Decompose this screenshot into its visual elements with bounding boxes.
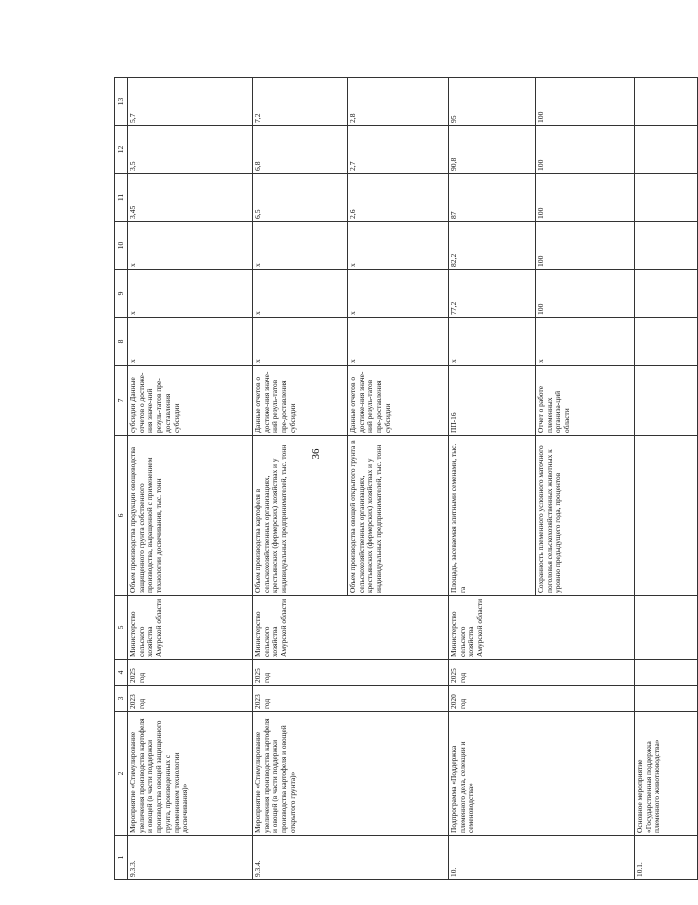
row-executor: Министерство сельского хозяйства Амурской области [128, 596, 253, 660]
row-start-year [635, 686, 698, 712]
row-value: 7,2 [253, 78, 348, 126]
header-cell: 4 [115, 660, 128, 686]
row-value: 2,8 [348, 78, 449, 126]
row-code: 9.3.4. [253, 836, 449, 880]
row-executor [635, 596, 698, 660]
row-indicator: Объем производства овощей открытого грунта в сельскохозяйственных организациях, крестьянских (фермерских) хозяйствах и у индивидуальных предпринимателей, тыс. тонн [348, 436, 449, 596]
row-source: ПП-16 [449, 366, 536, 436]
row-end-year [635, 660, 698, 686]
row-value: 77,2 [449, 270, 536, 318]
row-start-year: 2020 год [449, 686, 635, 712]
row-value: 5,7 [128, 78, 253, 126]
rotated-table-container [114, 78, 662, 880]
row-code: 10. [449, 836, 635, 880]
row-value: x [536, 318, 635, 366]
row-start-year: 2023 год [253, 686, 449, 712]
row-value: 100 [536, 222, 635, 270]
header-cell: 6 [115, 436, 128, 596]
row-value: x [253, 222, 348, 270]
row-source: Данные отчетов о достиже-ния значе-ний резуль-татов пре-доставления субсидии [253, 366, 348, 436]
row-source: Данные отчетов о достиже-ния значе-ний резуль-татов пре-доставления субсидии [348, 366, 449, 436]
row-value: 87 [449, 174, 536, 222]
row-value: 2,7 [348, 126, 449, 174]
row-value [635, 270, 698, 318]
header-cell: 13 [115, 78, 128, 126]
header-cell: 3 [115, 686, 128, 712]
row-value [635, 78, 698, 126]
header-row [115, 78, 128, 880]
row-value: 3,5 [128, 126, 253, 174]
row-value: 100 [536, 270, 635, 318]
row-value: 6,5 [253, 174, 348, 222]
row-name: Мероприятие «Стимулирование увеличения производства картофеля и овощей (в части поддержки производства картофеля и овощей открытого грунта)» [253, 712, 449, 836]
header-cell: 7 [115, 366, 128, 436]
row-value [635, 126, 698, 174]
header-cell: 5 [115, 596, 128, 660]
header-cell: 11 [115, 174, 128, 222]
row-source: Отчет о работе племенных организа-ций области [536, 366, 635, 436]
row-name: Подпрограмма «Поддержка племенного дела, селекции и семеноводства» [449, 712, 635, 836]
header-cell: 1 [115, 836, 128, 880]
row-indicator: Объем производства продукции овощеводства защищенного грунта собственного производства, выращенной с применением технологии досвечивания, тыс. тонн [128, 436, 253, 596]
row-source [635, 366, 698, 436]
row-name: Мероприятие «Стимулирование увеличения производства картофеля и овощей (в части поддержки производства овощей защищенного грунта, произведенных с применением технологии досвечивания)» [128, 712, 253, 836]
row-executor: Министерство сельского хозяйства Амурской области [253, 596, 449, 660]
row-name: Основное мероприятие «Государственная поддержка племенного животноводства» [635, 712, 698, 836]
row-value: 100 [536, 126, 635, 174]
row-value [635, 318, 698, 366]
table-row [253, 78, 348, 880]
row-value: 2,6 [348, 174, 449, 222]
row-end-year: 2025 год [128, 660, 253, 686]
table-row [128, 78, 253, 880]
row-indicator [635, 436, 698, 596]
row-executor: Министерство сельского хозяйства Амурской области [449, 596, 635, 660]
row-value: x [128, 222, 253, 270]
row-value: 95 [449, 78, 536, 126]
row-value: x [348, 222, 449, 270]
row-value: 100 [536, 78, 635, 126]
header-cell: 2 [115, 712, 128, 836]
header-cell: 12 [115, 126, 128, 174]
row-source: субсидии Данные отчетов о достиже-ния значе-ний резуль-татов пре-доставления субсидии [128, 366, 253, 436]
row-value: x [348, 270, 449, 318]
row-value: 82,2 [449, 222, 536, 270]
table-row [635, 78, 698, 880]
row-value: x [348, 318, 449, 366]
row-value: x [449, 318, 536, 366]
row-end-year: 2025 год [253, 660, 449, 686]
row-end-year: 2025 год [449, 660, 635, 686]
row-code: 10.1. [635, 836, 698, 880]
row-start-year: 2023 год [128, 686, 253, 712]
row-indicator: Объем производства картофеля в сельскохозяйственных организациях, крестьянских (фермерских) хозяйствах и у индивидуальных предпринимателей, тыс. тонн [253, 436, 348, 596]
row-value: x [128, 318, 253, 366]
indicator-table [114, 77, 698, 880]
row-value: x [128, 270, 253, 318]
row-value: 3,45 [128, 174, 253, 222]
row-value: 90,8 [449, 126, 536, 174]
table-row [449, 78, 536, 880]
row-indicator: Площадь, засеваемая элитными семенами, тыс. га [449, 436, 536, 596]
row-code: 9.3.3. [128, 836, 253, 880]
row-value: x [253, 318, 348, 366]
row-value: x [253, 270, 348, 318]
row-value [635, 174, 698, 222]
header-cell: 8 [115, 318, 128, 366]
header-cell: 9 [115, 270, 128, 318]
row-value [635, 222, 698, 270]
page-number: 36 [310, 448, 322, 460]
row-indicator: Сохранность племенного условного маточного поголовья сельскохозяйственных животных к уровню предыдущего года, процентов [536, 436, 635, 596]
header-cell: 10 [115, 222, 128, 270]
row-value: 6,8 [253, 126, 348, 174]
row-value: 100 [536, 174, 635, 222]
